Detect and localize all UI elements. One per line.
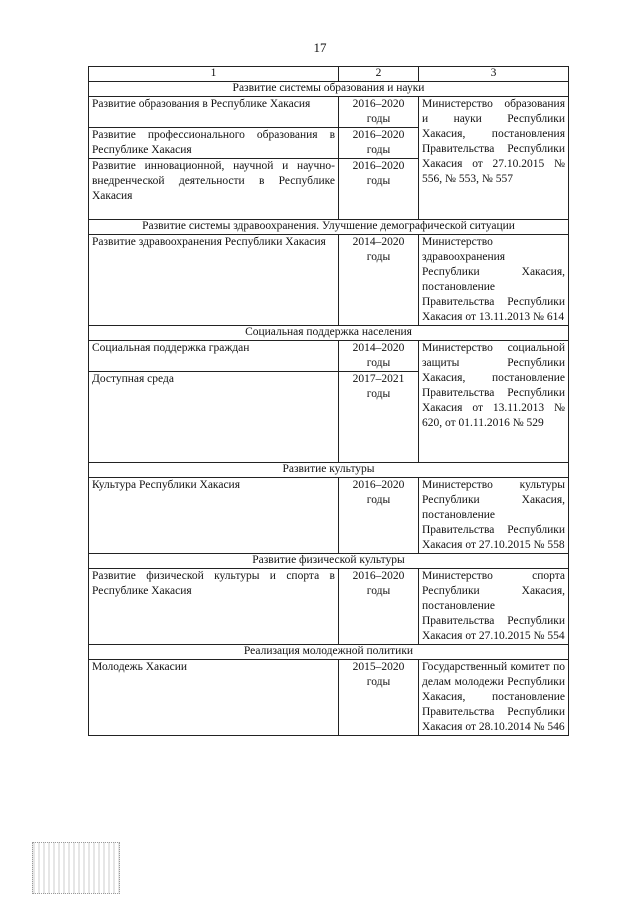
program-name: Развитие профессионального образования в Республике Хакасия — [89, 128, 339, 159]
program-years: 2016–2020 годы — [339, 128, 419, 159]
responsible-authority: Государственный комитет по делам молодежи Республики Хакасия, постановление Правительства Республики Хакасия от 28.10.2014 № 546 — [419, 660, 569, 736]
program-years: 2017–2021 годы — [339, 372, 419, 463]
program-years: 2016–2020 годы — [339, 478, 419, 554]
table-row — [89, 569, 569, 645]
column-header: 3 — [419, 67, 569, 82]
program-years: 2016–2020 годы — [339, 97, 419, 128]
registration-stamp-icon — [32, 842, 120, 894]
program-years: 2014–2020 годы — [339, 341, 419, 372]
column-header: 2 — [339, 67, 419, 82]
program-name: Культура Республики Хакасия — [89, 478, 339, 554]
table-row — [89, 660, 569, 736]
table-header-row — [89, 67, 569, 82]
section-title-health: Развитие системы здравоохранения. Улучшение демографической ситуации — [89, 220, 569, 235]
programs-table — [88, 66, 569, 736]
column-header: 1 — [89, 67, 339, 82]
section-title-culture: Развитие культуры — [89, 463, 569, 478]
section-title-education: Развитие системы образования и науки — [89, 82, 569, 97]
table-row — [89, 97, 569, 128]
program-name: Развитие инновационной, научной и научно-внедренческой деятельности в Республике Хакасия — [89, 159, 339, 220]
program-name: Доступная среда — [89, 372, 339, 463]
page-number: 17 — [313, 40, 327, 55]
program-years: 2016–2020 годы — [339, 159, 419, 220]
responsible-authority: Министерство спорта Республики Хакасия, постановление Правительства Республики Хакасия от 27.10.2015 № 554 — [419, 569, 569, 645]
program-years: 2016–2020 годы — [339, 569, 419, 645]
section-row — [89, 554, 569, 569]
section-row — [89, 82, 569, 97]
section-title-youth: Реализация молодежной политики — [89, 645, 569, 660]
table-row — [89, 235, 569, 326]
responsible-authority: Министерство здравоохранения Республики Хакасия, постановление Правительства Республики Хакасия от 13.11.2013 № 614 — [419, 235, 569, 326]
section-row — [89, 645, 569, 660]
section-row — [89, 326, 569, 341]
program-name: Развитие физической культуры и спорта в Республике Хакасия — [89, 569, 339, 645]
responsible-authority: Министерство культуры Республики Хакасия, постановление Правительства Республики Хакасия от 27.10.2015 № 558 — [419, 478, 569, 554]
program-name: Социальная поддержка граждан — [89, 341, 339, 372]
table-row — [89, 341, 569, 372]
responsible-authority: Министерство социальной защиты Республики Хакасия, постановление Правительства Республики Хакасия от 13.11.2013 № 620, от 01.11.2016 № 529 — [419, 341, 569, 463]
table-row — [89, 478, 569, 554]
program-name: Развитие здравоохранения Республики Хакасия — [89, 235, 339, 326]
program-name: Молодежь Хакасии — [89, 660, 339, 736]
program-years: 2014–2020 годы — [339, 235, 419, 326]
program-name: Развитие образования в Республике Хакасия — [89, 97, 339, 128]
program-years: 2015–2020 годы — [339, 660, 419, 736]
section-title-social: Социальная поддержка населения — [89, 326, 569, 341]
section-row — [89, 220, 569, 235]
section-title-sport: Развитие физической культуры — [89, 554, 569, 569]
section-row — [89, 463, 569, 478]
responsible-authority: Министерство образования и науки Республики Хакасия, постановления Правительства Республики Хакасия от 27.10.2015 № 556, № 553, № 557 — [419, 97, 569, 220]
